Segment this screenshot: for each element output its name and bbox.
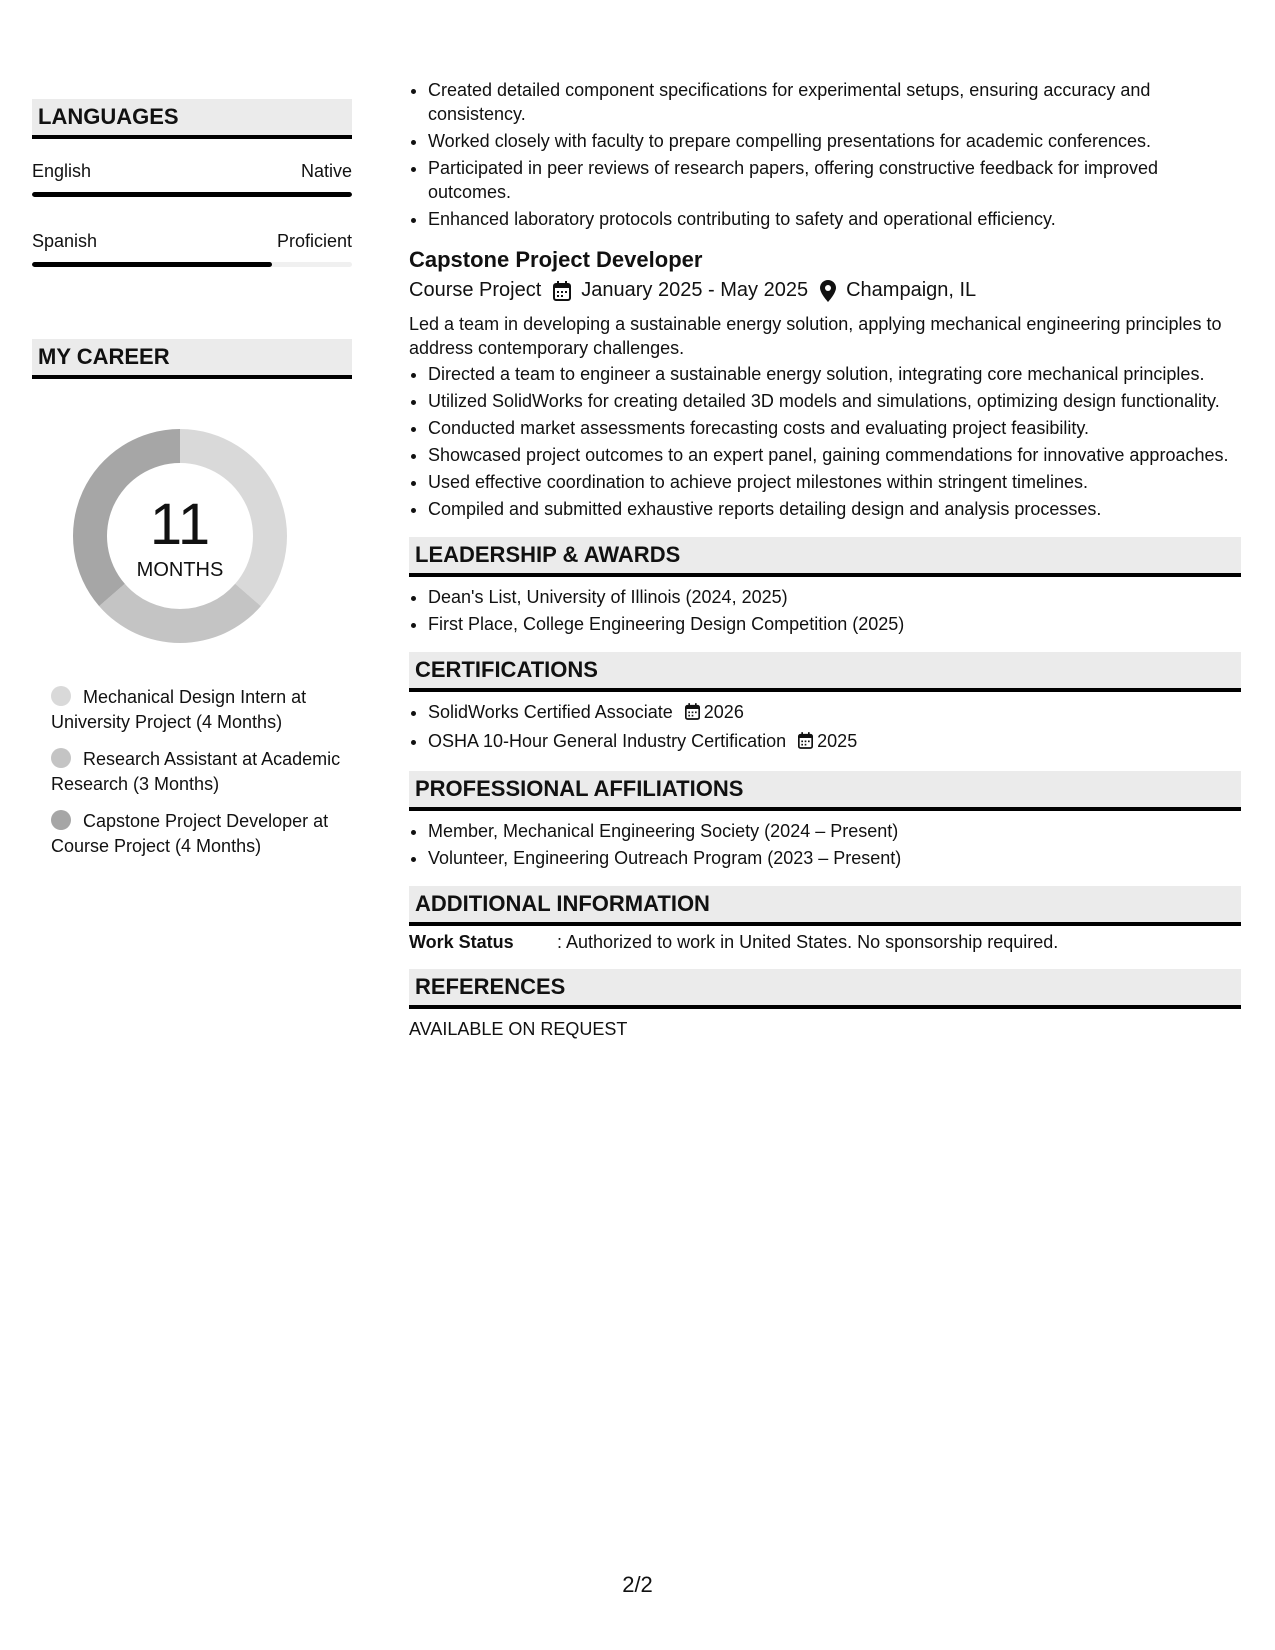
bullet-item: • Participated in peer reviews of research papers, offering constructive feedback for improved outcomes. (428, 156, 1241, 204)
work-status-label: Work Status (409, 932, 514, 952)
certification-year: 2026 (703, 702, 744, 722)
language-level: Native (300, 161, 352, 181)
certification-name: OSHA 10-Hour General Industry Certification (428, 731, 787, 751)
work-status-value: : Authorized to work in United States. No sponsorship required. (557, 932, 1059, 952)
legend-label: Mechanical Design Intern at University Project (4 Months) (51, 687, 307, 732)
bullet-item: • First Place, College Engineering Design Competition (2025) (428, 612, 1241, 636)
affiliations-section (409, 771, 1241, 870)
job-dates: January 2025 - May 2025 (581, 279, 809, 301)
bullet-item: • Conducted market assessments forecasting costs and evaluating project feasibility. (428, 416, 1241, 440)
job-organization: Course Project (409, 279, 542, 301)
bullet-item: • Dean's List, University of Illinois (2024, 2025) (428, 585, 1241, 609)
language-item-spanish (32, 231, 352, 267)
legend-label: Capstone Project Developer at Course Project (4 Months) (51, 811, 329, 856)
legend-label: Research Assistant at Academic Research (3 Months) (51, 749, 341, 794)
certifications-section (409, 652, 1241, 755)
job-title: Capstone Project Developer (409, 247, 703, 272)
bullet-item: • Member, Mechanical Engineering Society (2024 – Present) (428, 819, 1241, 843)
leadership-header: LEADERSHIP & AWARDS (409, 537, 1241, 577)
career-legend-item (51, 685, 351, 735)
bullet-item: • Showcased project outcomes to an expert panel, gaining commendations for innovative approaches. (428, 443, 1241, 467)
bullet-item: • Worked closely with faculty to prepare compelling presentations for academic conferences. (428, 129, 1241, 153)
legend-dot (51, 748, 71, 768)
languages-header: LANGUAGES (32, 99, 352, 139)
career-donut-chart (67, 423, 293, 649)
calendar-icon (685, 702, 700, 726)
work-status-row (409, 932, 1241, 953)
career-legend-item (51, 747, 351, 797)
certifications-list (409, 700, 1241, 755)
affiliations-list (409, 819, 1241, 870)
job-entry (409, 247, 1241, 521)
right-column (409, 78, 1241, 1040)
calendar-icon (798, 731, 813, 755)
career-header: MY CAREER (32, 339, 352, 379)
bullet-item: • Compiled and submitted exhaustive reports detailing design and analysis processes. (428, 497, 1241, 521)
job-meta (409, 279, 1241, 302)
affiliations-header: PROFESSIONAL AFFILIATIONS (409, 771, 1241, 811)
leadership-list (409, 585, 1241, 636)
career-legend-item (51, 809, 351, 859)
language-name: Spanish (32, 231, 98, 251)
bullet-item: • Directed a team to engineer a sustainable energy solution, integrating core mechanical principles. (428, 362, 1241, 386)
job-location: Champaign, IL (846, 279, 977, 301)
language-proficiency-bar (32, 192, 352, 197)
career-total-number: 11 (149, 492, 211, 557)
job-bullets (409, 362, 1241, 521)
additional-info-section (409, 886, 1241, 953)
bullet-item: • Created detailed component specifications for experimental setups, ensuring accuracy and consistency. (428, 78, 1241, 126)
certification-item (428, 700, 1241, 726)
calendar-icon (553, 281, 571, 301)
language-proficiency-fill (32, 192, 352, 197)
bullet-item: • Utilized SolidWorks for creating detailed 3D models and simulations, optimizing design functionality. (428, 389, 1241, 413)
bullet-item: • Used effective coordination to achieve project milestones within stringent timelines. (428, 470, 1241, 494)
language-name: English (32, 161, 92, 181)
bullet-item: • Volunteer, Engineering Outreach Program (2023 – Present) (428, 846, 1241, 870)
previous-job-bullets (409, 78, 1241, 231)
legend-dot (51, 810, 71, 830)
legend-dot (51, 686, 71, 706)
certifications-header: CERTIFICATIONS (409, 652, 1241, 692)
references-text: AVAILABLE ON REQUEST (409, 1019, 628, 1039)
certification-year: 2025 (817, 731, 858, 751)
language-proficiency-fill (32, 262, 272, 267)
language-level: Proficient (276, 231, 352, 251)
references-header: REFERENCES (409, 969, 1241, 1009)
references-section (409, 969, 1241, 1040)
left-column (32, 99, 352, 871)
career-total-unit: MONTHS (136, 559, 224, 581)
bullet-item: • Enhanced laboratory protocols contributing to safety and operational efficiency. (428, 207, 1241, 231)
leadership-section (409, 537, 1241, 636)
job-description: Led a team in developing a sustainable energy solution, applying mechanical engineering principles to address contemporary challenges. (409, 314, 1222, 358)
additional-info-header: ADDITIONAL INFORMATION (409, 886, 1241, 926)
language-proficiency-bar (32, 262, 352, 267)
page-number: 2/2 (622, 1572, 653, 1597)
language-item-english (32, 161, 352, 197)
certification-item (428, 729, 1241, 755)
career-legend (32, 685, 352, 859)
map-pin-icon (820, 280, 836, 302)
certification-name: SolidWorks Certified Associate (428, 702, 673, 722)
